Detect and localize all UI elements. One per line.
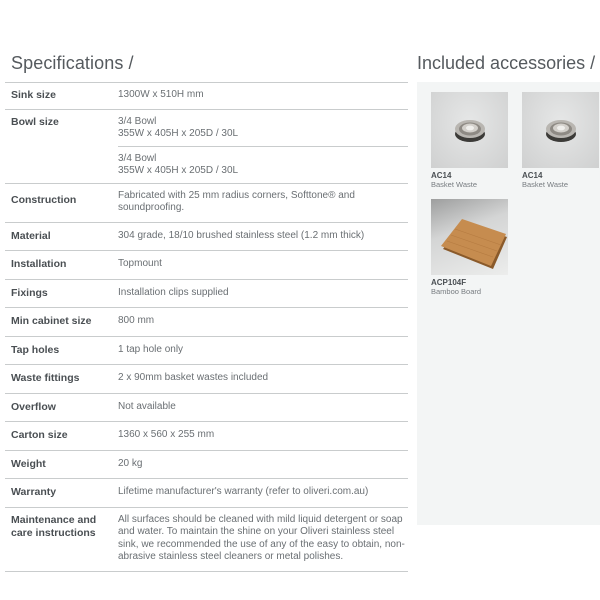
bamboo-board-image <box>431 199 508 275</box>
spec-row-tap-holes <box>5 337 408 366</box>
spec-label: Tap holes <box>11 343 60 356</box>
spec-row-installation <box>5 251 408 280</box>
accessory-name: Basket Waste <box>522 180 568 189</box>
spec-value: All surfaces should be cleaned with mild liquid detergent or soap and water. To maintain the shine on your Oliveri stainless steel sink, we recommended the use of any of the easy to obtain, non-abrasive stainless steel cleaners or metal polishes. <box>118 513 405 562</box>
spec-label: Carton size <box>11 429 68 441</box>
spec-label: Bowl size <box>11 115 59 128</box>
accessories-heading: Included accessories / <box>417 53 596 73</box>
spec-row-weight <box>5 451 408 480</box>
spec-label: Min cabinet size <box>11 315 92 327</box>
basket-waste-image <box>522 92 599 168</box>
spec-row-min-cabinet-size <box>5 308 408 337</box>
spec-label: Waste fittings <box>11 372 80 384</box>
spec-label: Sink size <box>11 89 56 101</box>
accessory-code: ACP104F <box>431 278 467 287</box>
spec-value: Fabricated with 25 mm radius corners, Softtone® and soundproofing. <box>118 189 355 213</box>
spec-value: Topmount <box>118 258 162 269</box>
spec-value: 1360 x 560 x 255 mm <box>118 429 215 440</box>
spec-row-sink-size <box>5 83 408 110</box>
spec-label: Overflow <box>11 400 56 413</box>
accessory-card[interactable] <box>431 92 509 190</box>
spec-value: Not available <box>118 400 176 412</box>
accessories-panel <box>417 82 600 525</box>
spec-label: Material <box>11 229 51 242</box>
spec-value: 1 tap hole only <box>118 343 184 355</box>
spec-row-carton-size <box>5 422 408 451</box>
spec-row-overflow <box>5 394 408 423</box>
spec-label: Installation <box>11 258 67 270</box>
accessory-code: AC14 <box>522 171 543 180</box>
spec-value: 304 grade, 18/10 brushed stainless steel (1.2 mm thick) <box>118 229 365 241</box>
accessory-card[interactable] <box>522 92 600 190</box>
basket-waste-image <box>431 92 508 168</box>
spec-row-material <box>5 223 408 252</box>
spec-row-construction <box>5 184 408 223</box>
spec-label: Construction <box>11 193 77 206</box>
specifications-heading: Specifications / <box>11 53 134 73</box>
spec-row-bowl-size <box>5 110 408 184</box>
spec-value: Installation clips supplied <box>118 286 229 298</box>
spec-row-waste-fittings <box>5 365 408 394</box>
accessory-name: Basket Waste <box>431 180 477 189</box>
spec-value: 2 x 90mm basket wastes included <box>118 372 269 383</box>
spec-value: 20 kg <box>118 457 143 469</box>
spec-value: 3/4 Bowl 355W x 405H x 205D / 30L <box>118 115 239 139</box>
accessory-name: Bamboo Board <box>431 287 482 296</box>
spec-row-maintenance <box>5 508 408 572</box>
accessory-code: AC14 <box>431 171 452 180</box>
spec-label: Weight <box>11 457 46 470</box>
spec-row-fixings <box>5 280 408 309</box>
spec-value: 3/4 Bowl 355W x 405H x 205D / 30L <box>118 146 408 183</box>
accessory-card[interactable] <box>431 199 509 297</box>
spec-row-warranty <box>5 479 408 508</box>
spec-label: Fixings <box>11 286 48 299</box>
spec-value: Lifetime manufacturer's warranty (refer to oliveri.com.au) <box>118 486 369 497</box>
spec-label: Warranty <box>11 486 57 498</box>
spec-label: Maintenance and care instructions <box>11 513 97 539</box>
spec-value: 800 mm <box>118 315 155 326</box>
spec-value: 1300W x 510H mm <box>118 89 204 100</box>
specifications-table <box>5 82 408 572</box>
